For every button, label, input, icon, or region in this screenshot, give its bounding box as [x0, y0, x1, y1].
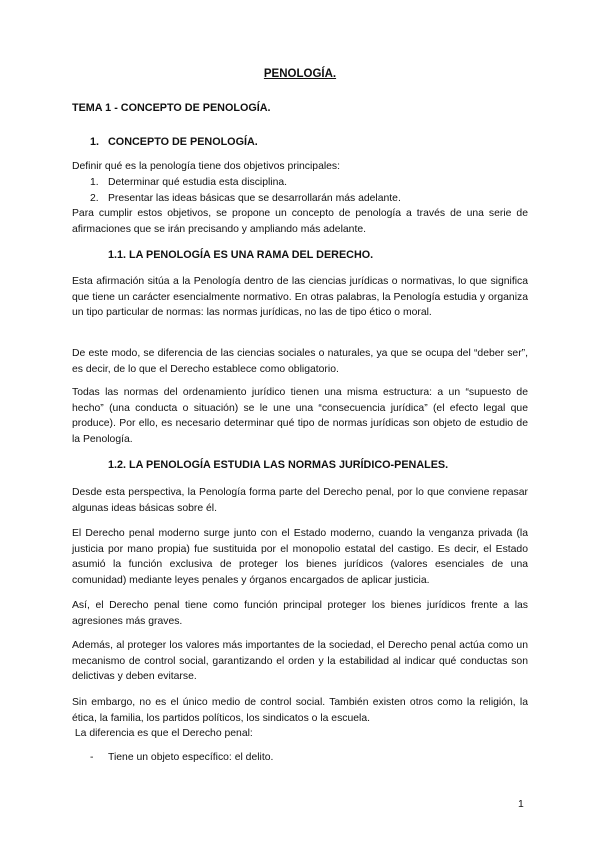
bullet-text: Tiene un objeto específico: el delito. — [108, 752, 274, 763]
paragraph: Sin embargo, no es el único medio de control social. También existen otros como la religión, la ética, la familia, los partidos políticos, los sindicatos o la escuela. — [72, 697, 528, 724]
paragraph: Todas las normas del ordenamiento jurídico tienen una misma estructura: a un “supuesto de hecho” (una conducta o situación) se le une una “consecuencia jurídica” (el efecto legal que produce). Por ello, es necesario determinar qué tipo de normas jurídicas son objeto de estudio de la Penología. — [72, 387, 528, 445]
bullet-item — [90, 752, 273, 763]
section-number: 1. — [90, 136, 100, 148]
list-item — [72, 191, 528, 207]
paragraph: Desde esta perspectiva, la Penología forma parte del Derecho penal, por lo que conviene repasar algunas ideas básicas sobre él. — [72, 487, 528, 514]
paragraph: Para cumplir estos objetivos, se propone un concepto de penología a través de una serie de afirmaciones que se irán precisando y ampliando más adelante. — [72, 208, 528, 235]
page-number: 1 — [518, 799, 524, 810]
paragraph: El Derecho penal moderno surge junto con el Estado moderno, cuando la venganza privada (la justicia por mano propia) fue sustituida por el monopolio estatal del castigo. Es decir, el Estado asumió la función exclusiva de proteger los bienes jurídicos (valores esenciales de una comunidad) mediante leyes penales y órganos encargados de aplicar justicia. — [72, 528, 528, 586]
paragraph: Esta afirmación sitúa a la Penología dentro de las ciencias jurídicas o normativas, lo que significa que tiene un carácter esencialmente normativo. En otras palabras, la Penología estudia y organiza un tipo particular de normas: las normas jurídicas, no las de tipo ético o moral. — [72, 276, 528, 318]
list-item — [72, 175, 528, 191]
list-number: 1. — [90, 177, 99, 188]
section-title: CONCEPTO DE PENOLOGÍA. — [108, 136, 258, 148]
subsection-heading: 1.2. LA PENOLOGÍA ESTUDIA LAS NORMAS JURÍDICO-PENALES. — [108, 459, 449, 471]
paragraph: La diferencia es que el Derecho penal: — [72, 728, 253, 739]
list-text: Presentar las ideas básicas que se desarrollarán más adelante. — [108, 192, 401, 204]
paragraph: De este modo, se diferencia de las ciencias sociales o naturales, ya que se ocupa del “deber ser”, es decir, de lo que el Derecho establece como obligatorio. — [72, 348, 528, 375]
paragraph: Además, al proteger los valores más importantes de la sociedad, el Derecho penal actúa como un mecanismo de control social, garantizando el orden y la estabilidad al indicar qué conductas son delictivas y deben evitarse. — [72, 640, 528, 682]
paragraph: Así, el Derecho penal tiene como función principal proteger los bienes jurídicos frente a las agresiones más graves. — [72, 600, 528, 627]
bullet-dash: - — [90, 752, 94, 763]
list-number: 2. — [90, 192, 99, 204]
topic-heading: TEMA 1 - CONCEPTO DE PENOLOGÍA. — [72, 102, 271, 114]
subsection-heading: 1.1. LA PENOLOGÍA ES UNA RAMA DEL DERECHO. — [108, 249, 374, 261]
objectives-list — [72, 175, 528, 206]
section-heading — [90, 136, 258, 148]
page-title: PENOLOGÍA. — [263, 68, 337, 80]
list-text: Determinar qué estudia esta disciplina. — [108, 177, 288, 188]
intro-paragraph: Definir qué es la penología tiene dos objetivos principales: — [72, 161, 341, 172]
